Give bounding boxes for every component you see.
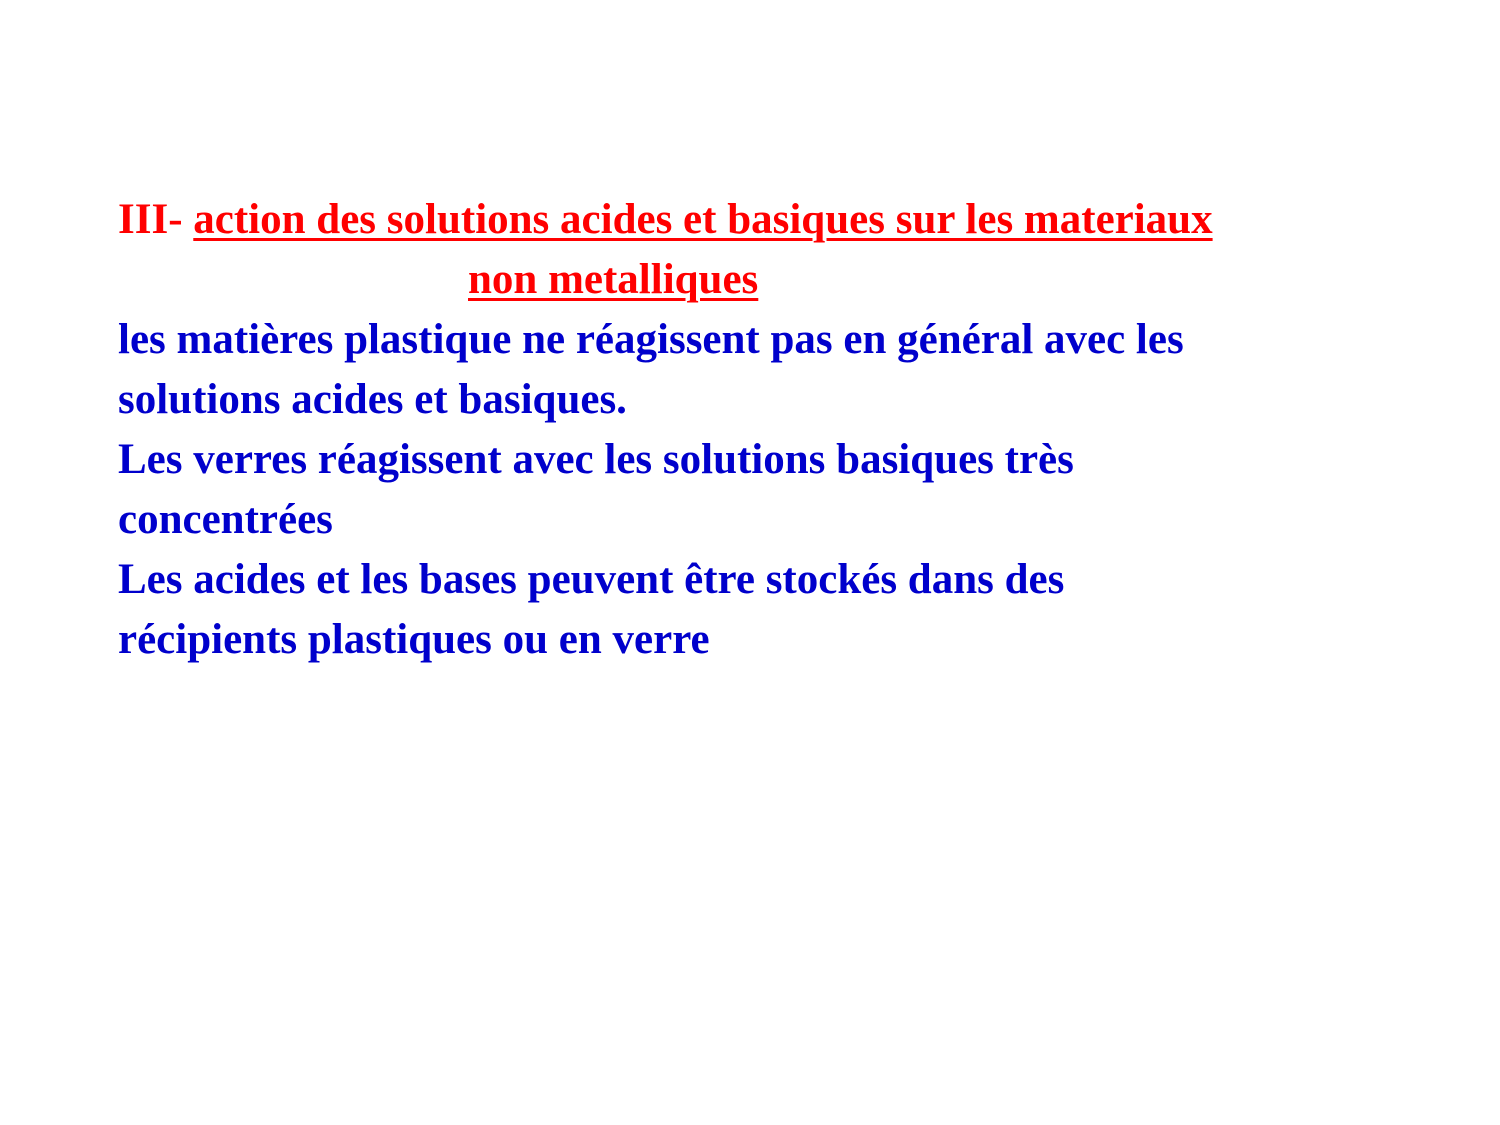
section-title-line-2: non metalliques xyxy=(468,256,759,303)
section-number: III- xyxy=(118,196,183,243)
body-line: solutions acides et basiques. xyxy=(118,376,627,423)
body-line: Les verres réagissent avec les solutions basiques très xyxy=(118,436,1074,483)
section-heading xyxy=(118,190,1418,250)
body-line: les matières plastique ne réagissent pas en général avec les xyxy=(118,316,1184,363)
body-line: récipients plastiques ou en verre xyxy=(118,616,710,663)
section-title-line-1: action des solutions acides et basiques sur les materiaux xyxy=(193,196,1213,243)
slide-body xyxy=(118,310,1418,670)
body-line: Les acides et les bases peuvent être stockés dans des xyxy=(118,556,1065,603)
body-line: concentrées xyxy=(118,496,333,543)
